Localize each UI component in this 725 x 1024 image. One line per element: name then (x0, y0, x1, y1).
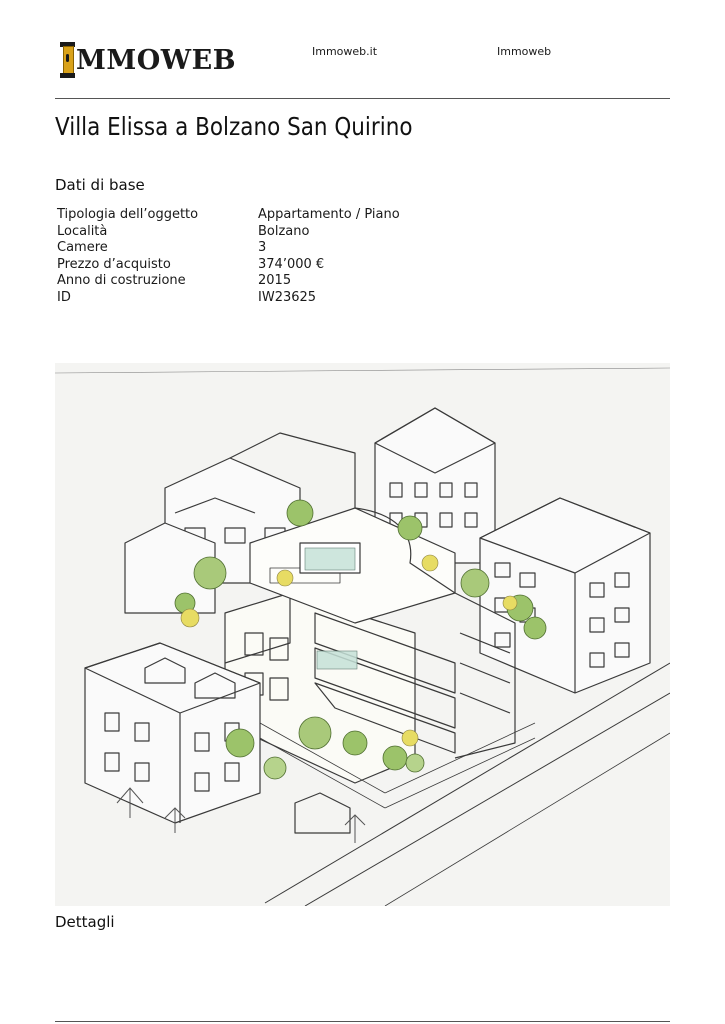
fact-value: 3 (258, 240, 267, 256)
fact-label: ID (57, 289, 71, 305)
table-row (57, 240, 400, 257)
basic-data-table (57, 207, 400, 307)
table-row (57, 257, 400, 274)
immoweb-logo[interactable] (60, 42, 236, 78)
table-row (57, 290, 400, 307)
basic-data-heading: Dati di base (55, 176, 145, 194)
property-sketch-image[interactable] (55, 363, 670, 906)
table-row (57, 224, 400, 241)
immoweb-it-link[interactable]: Immoweb.it (312, 45, 378, 58)
fact-value: IW23625 (258, 289, 317, 305)
table-row (57, 207, 400, 224)
footer-divider (55, 1021, 670, 1022)
logo-i-icon (60, 42, 74, 78)
fact-value: Bolzano (258, 223, 310, 239)
fact-value: 374’000 € (258, 256, 325, 272)
building-sketch-illustration (55, 363, 670, 906)
page-title: Villa Elissa a Bolzano San Quirino (55, 112, 413, 141)
fact-label: Tipologia dell’oggetto (57, 207, 199, 222)
fact-label: Prezzo d’acquisto (57, 256, 171, 272)
immoweb-link[interactable]: Immoweb (497, 45, 552, 58)
fact-value: 2015 (258, 273, 292, 289)
fact-label: Anno di costruzione (57, 273, 186, 289)
fact-label: Camere (57, 240, 108, 256)
logo-text: MMOWEB (76, 44, 237, 76)
details-heading: Dettagli (55, 913, 115, 931)
table-row (57, 273, 400, 290)
page-header (0, 0, 725, 100)
fact-value: Appartamento / Piano (258, 207, 400, 222)
fact-label: Località (57, 223, 108, 239)
header-divider (55, 98, 670, 99)
